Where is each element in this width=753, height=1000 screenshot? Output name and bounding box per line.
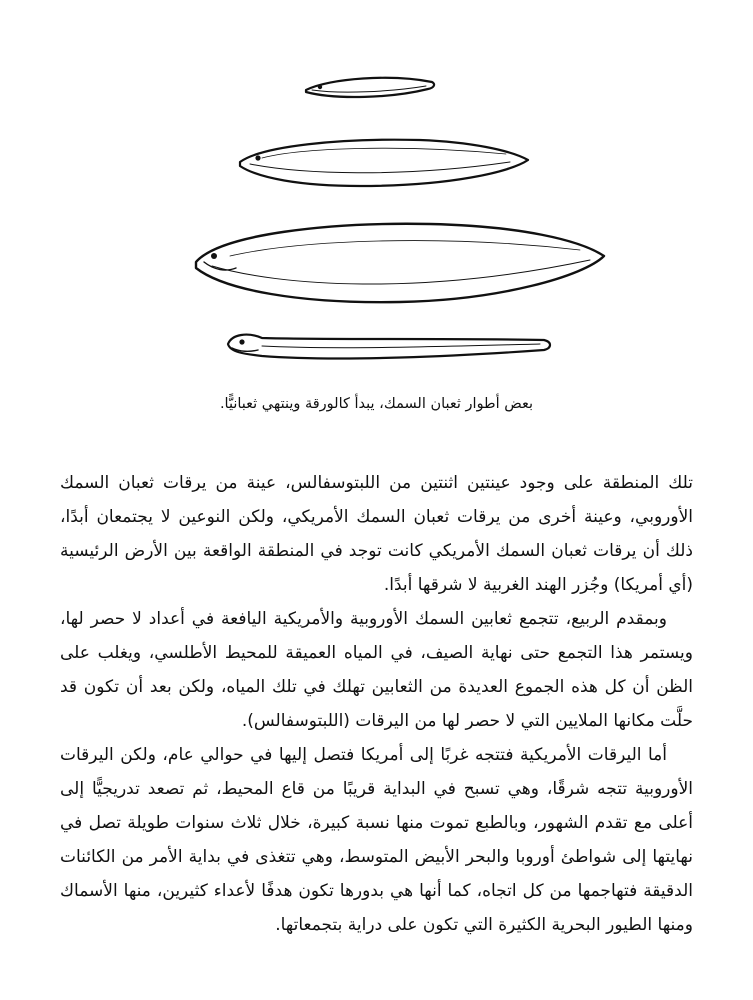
- eel-stages-drawing: [0, 0, 753, 380]
- eel-stage-3: [196, 224, 604, 302]
- figure-caption: بعض أطوار ثعبان السمك، يبدأ كالورقة وينتهي ثعبانيًّا.: [219, 396, 534, 412]
- paragraph: وبمقدم الربيع، تتجمع ثعابين السمك الأوروبية والأمريكية اليافعة في أعداد لا حصر لها، ويستمر هذا التجمع حتى نهاية الصيف، في المياه العميقة للمحيط الأطلسي، ويغلب على الظن أن كل هذه الجموع العديدة من الثعابين تهلك في تلك المياه، ولكن بعد أن تكون قد حلَّت مكانها الملايين التي لا حصر لها من اليرقات (اللبتوسفالس).: [60, 609, 693, 731]
- eel-stage-4: [228, 335, 550, 359]
- paragraph: تلك المنطقة على وجود عينتين اثنتين من اللبتوسفالس، عينة من يرقات ثعبان السمك الأوروبي، وعينة أخرى من يرقات ثعبان السمك الأمريكي، ولكن النوعين لا يجتمعان أبدًا، ذلك أن يرقات ثعبان السمك الأمريكي كانت توجد في المنطقة الواقعة بين الأرض الرئيسية (أي أمريكا) وجُزر الهند الغربية لا شرقها أبدًا.: [60, 473, 693, 595]
- eel-stages-illustration: [0, 0, 753, 380]
- article-body: [60, 466, 693, 942]
- eel-stage-2: [240, 140, 528, 186]
- paragraph: أما اليرقات الأمريكية فتتجه غربًا إلى أمريكا فتصل إليها في حوالي عام، ولكن اليرقات الأوروبية تتجه شرقًا، وهي تسبح في البداية قريبًا من قاع المحيط، ثم تصعد تدريجيًّا إلى أعلى مع تقدم الشهور، وبالطبع تموت منها نسبة كبيرة، خلال ثلاث سنوات طويلة تصل في نهايتها إلى شواطئ أوروبا والبحر الأبيض المتوسط، وهي تتغذى في بداية الأمر من الكائنات الدقيقة فتهاجمها من كل اتجاه، كما أنها هي بدورها تكون هدفًا لأعداء كثيرين، منها الأسماك ومنها الطيور البحرية الكثيرة التي تكون على دراية بتجمعاتها.: [60, 745, 693, 935]
- eel-stage-1: [306, 78, 434, 97]
